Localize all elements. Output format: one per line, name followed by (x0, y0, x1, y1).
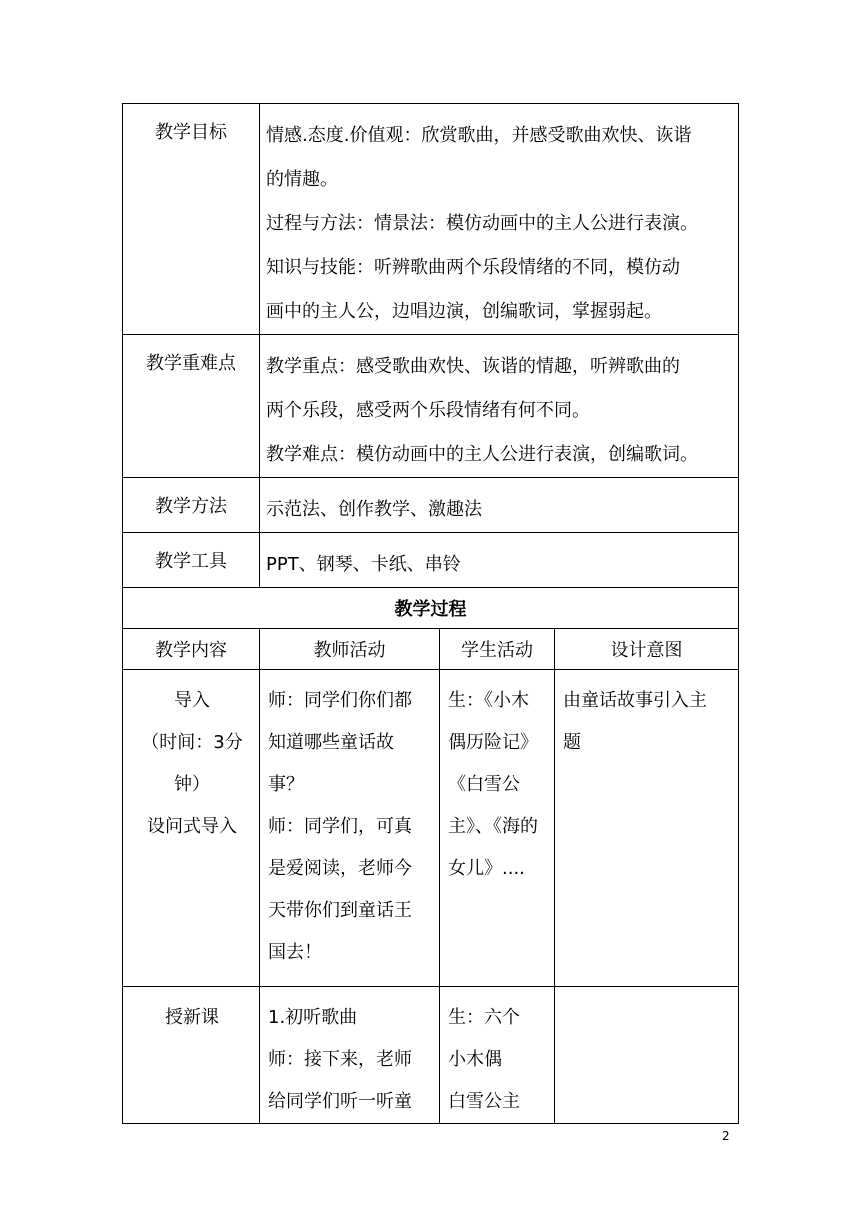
text-line: 主》、《海的 (448, 816, 538, 837)
header-content: 教学内容 (123, 629, 260, 670)
text-line: 过程与方法：情景法：模仿动画中的主人公进行表演。 (266, 213, 698, 234)
methods-content (260, 478, 739, 533)
text-line: 师：接下来，老师 (268, 1049, 412, 1070)
text-line: 给同学们听一听童 (268, 1091, 412, 1112)
text-line: 画中的主人公，边唱边演，创编歌词，掌握弱起。 (266, 301, 662, 322)
intro-content (123, 670, 260, 987)
text-line: 示范法、创作教学、激趣法 (266, 499, 482, 520)
intro-student (440, 670, 555, 987)
header-teacher: 教师活动 (260, 629, 440, 670)
process-title: 教学过程 (123, 588, 739, 629)
new-lesson-teacher (260, 987, 440, 1124)
process-title-row (123, 588, 739, 629)
page-number: 2 (722, 1129, 730, 1143)
text-line: 授新课 (165, 1007, 219, 1028)
text-line: 白雪公主 (448, 1091, 520, 1112)
text-line: 的情趣。 (266, 169, 338, 190)
header-intent: 设计意图 (555, 629, 739, 670)
text-line: 知识与技能：听辨歌曲两个乐段情绪的不同，模仿动 (266, 257, 680, 278)
text-line: 是爱阅读，老师今 (268, 858, 412, 879)
text-line: 知道哪些童话故 (268, 732, 394, 753)
text-line: 1.初听歌曲 (268, 1007, 358, 1028)
methods-label: 教学方法 (123, 478, 260, 533)
methods-row (123, 478, 739, 533)
text-line: 由童话故事引入主 (563, 690, 707, 711)
text-line: 生：《小木 (448, 690, 529, 711)
intro-intent (555, 670, 739, 987)
key-points-label: 教学重难点 (123, 335, 260, 478)
tools-row (123, 533, 739, 588)
text-line: 教学重点：感受歌曲欢快、诙谐的情趣，听辨歌曲的 (266, 356, 680, 377)
text-line: 钟） (174, 774, 210, 795)
text-line: 题 (563, 732, 581, 753)
new-lesson-intent (555, 987, 739, 1124)
text-line: 国去！ (268, 942, 322, 963)
intro-teacher (260, 670, 440, 987)
text-line: 情感.态度.价值观：欣赏歌曲，并感受歌曲欢快、诙谐 (266, 125, 692, 146)
text-line: 师：同学们，可真 (268, 816, 412, 837)
objectives-content (260, 104, 739, 335)
text-line: PPT、钢琴、卡纸、串铃 (266, 554, 461, 575)
key-points-row (123, 335, 739, 478)
text-line: 天带你们到童话王 (268, 900, 412, 921)
text-line: 偶历险记》 (448, 732, 538, 753)
text-line: （时间：3分 (141, 732, 243, 753)
text-line: 女儿》.... (448, 858, 525, 879)
objectives-label: 教学目标 (123, 104, 260, 335)
tools-label: 教学工具 (123, 533, 260, 588)
text-line: 师：同学们你们都 (268, 690, 412, 711)
process-header-row (123, 629, 739, 670)
header-student: 学生活动 (440, 629, 555, 670)
process-row-intro (123, 670, 739, 987)
tools-content (260, 533, 739, 588)
text-line: 教学难点：模仿动画中的主人公进行表演，创编歌词。 (266, 444, 698, 465)
text-line: 生：六个 (448, 1007, 520, 1028)
text-line: 事？ (268, 774, 304, 795)
new-lesson-student (440, 987, 555, 1124)
objectives-row (123, 104, 739, 335)
text-line: 导入 (174, 690, 210, 711)
new-lesson-content (123, 987, 260, 1124)
text-line: 两个乐段，感受两个乐段情绪有何不同。 (266, 400, 590, 421)
lesson-plan-table (122, 103, 739, 1124)
process-row-new-lesson (123, 987, 739, 1124)
text-line: 小木偶 (448, 1049, 502, 1070)
key-points-content (260, 335, 739, 478)
text-line: 设问式导入 (147, 816, 237, 837)
text-line: 《白雪公 (448, 774, 520, 795)
